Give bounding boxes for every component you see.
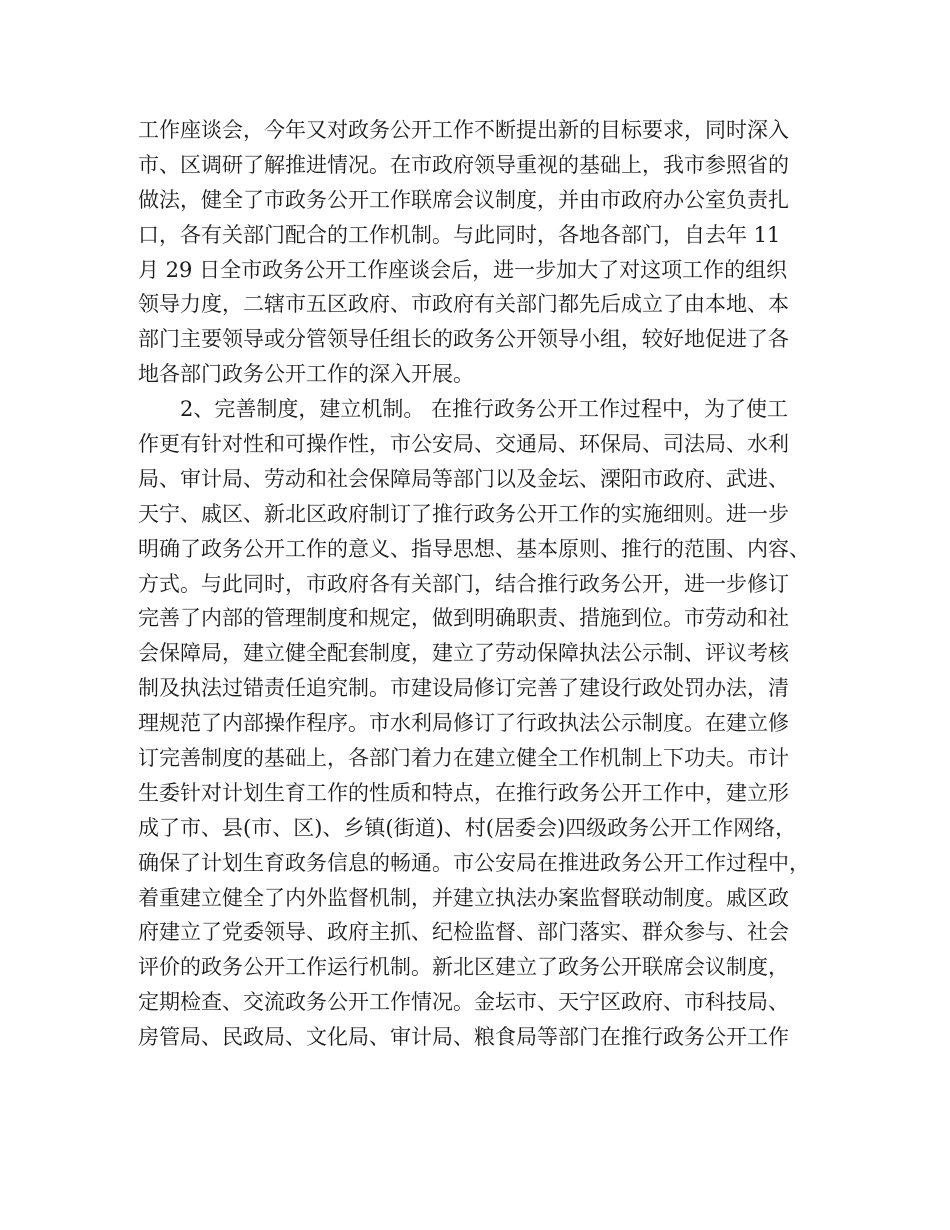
text-line: 作更有针对性和可操作性，市公安局、交通局、环保局、司法局、水利 — [138, 432, 789, 457]
text-line: 部门主要领导或分管领导任组长的政务公开领导小组，较好地促进了各 — [138, 327, 789, 352]
body-text — [138, 113, 828, 1055]
text-line: 地各部门政务公开工作的深入开展。 — [138, 362, 474, 387]
text-line: 月 29 日全市政务公开工作座谈会后，进一步加大了对这项工作的组织 — [138, 257, 788, 282]
text-line: 生委针对计划生育工作的性质和特点，在推行政务公开工作中，建立形 — [138, 780, 789, 805]
text-line: 市、区调研了解推进情况。在市政府领导重视的基础上，我市参照省的 — [138, 152, 789, 177]
text-line: 会保障局，建立健全配套制度，建立了劳动保障执法公示制、评议考核 — [138, 641, 789, 666]
text-line: 局、审计局、劳动和社会保障局等部门以及金坛、溧阳市政府、武进、 — [138, 466, 789, 491]
text-line: 成了市、县(市、区)、乡镇(街道)、村(居委会)四级政务公开工作网络， — [138, 815, 797, 840]
text-line: 工作座谈会，今年又对政务公开工作不断提出新的目标要求，同时深入 — [138, 118, 789, 142]
text-line: 府建立了党委领导、政府主抓、纪检监督、部门落实、群众参与、社会 — [138, 920, 789, 945]
text-line: 2、完善制度，建立机制。 在推行政务公开工作过程中，为了使工 — [180, 397, 789, 422]
text-line: 订完善制度的基础上，各部门着力在建立健全工作机制上下功夫。市计 — [138, 746, 789, 771]
text-line: 明确了政务公开工作的意义、指导思想、基本原则、推行的范围、内容、 — [138, 536, 810, 561]
text-line: 房管局、民政局、文化局、审计局、粮食局等部门在推行政务公开工作 — [138, 1025, 789, 1050]
text-line: 天宁、戚区、新北区政府制订了推行政务公开工作的实施细则。进一步 — [138, 501, 789, 526]
text-line: 方式。与此同时，市政府各有关部门，结合推行政务公开，进一步修订 — [138, 571, 789, 596]
text-line: 定期检查、交流政务公开工作情况。金坛市、天宁区政府、市科技局、 — [138, 990, 789, 1015]
text-line: 做法，健全了市政务公开工作联席会议制度，并由市政府办公室负责扎 — [138, 187, 789, 212]
text-line: 着重建立健全了内外监督机制，并建立执法办案监督联动制度。戚区政 — [138, 885, 789, 910]
text-line: 领导力度，二辖市五区政府、市政府有关部门都先后成立了由本地、本 — [138, 292, 789, 317]
text-line: 完善了内部的管理制度和规定，做到明确职责、措施到位。市劳动和社 — [138, 606, 789, 631]
text-line: 确保了计划生育政务信息的畅通。市公安局在推进政务公开工作过程中， — [138, 850, 810, 875]
text-line: 制及执法过错责任追究制。市建设局修订完善了建设行政处罚办法，清 — [138, 676, 789, 701]
text-line: 理规范了内部操作程序。市水利局修订了行政执法公示制度。在建立修 — [138, 711, 789, 736]
text-line: 口，各有关部门配合的工作机制。与此同时，各地各部门，自去年 11 — [138, 222, 781, 247]
text-line: 评价的政务公开工作运行机制。新北区建立了政务公开联席会议制度， — [138, 955, 789, 980]
